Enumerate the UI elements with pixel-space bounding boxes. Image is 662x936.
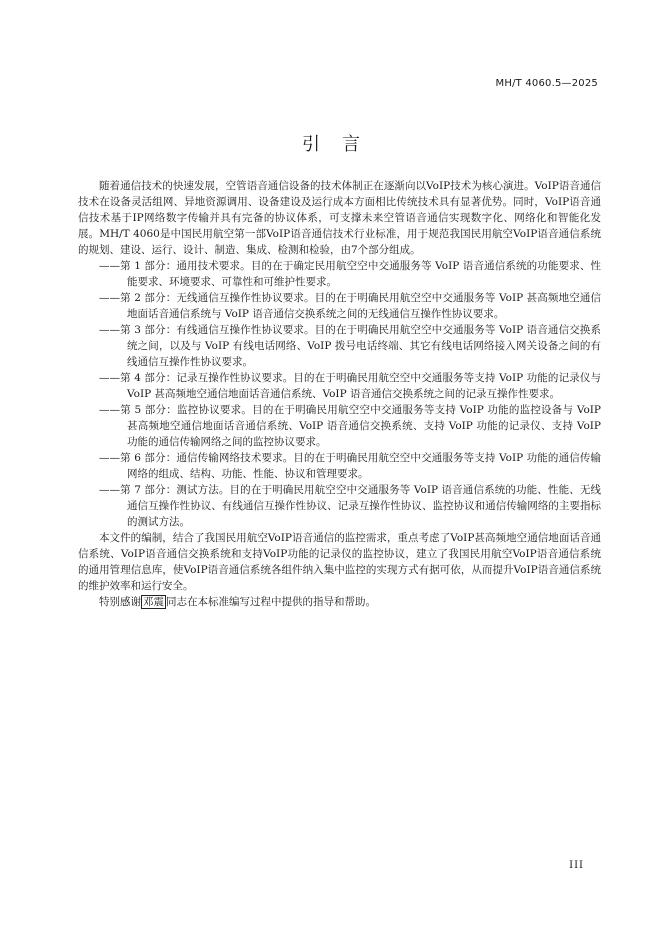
list-item-part-2: ——第 2 部分：无线通信互操作性协议要求。目的在于明确民用航空空中交通服务等 VoIP 甚高频地空通信地面话音通信系统与 VoIP 语音通信交换系统之间的无线通信互操作性协议要求。 [99,292,601,320]
compilation-paragraph: 本文件的编制，结合了我国民用航空VoIP语音通信的监控需求，重点考虑了VoIP甚高频地空通信地面话音通信系统、VoIP语音通信交换系统和支持VoIP功能的记录仪的监控协议，建立了我国民用航空VoIP语音通信系统的通用管理信息库，使VoIP语音通信系统各组件纳入集中监控的实现方式有据可依，从而提升VoIP语音通信系统的维护效率和运行安全。 [78,532,601,592]
list-item-part-3: ——第 3 部分：有线通信互操作性协议要求。目的在于明确民用航空空中交通服务等 VoIP 语音通信交换系统之间，以及与 VoIP 有线电话网络、VoIP 拨号电话终端、其它有线电话网络接入网关设备之间的有线通信互操作性协议要求。 [99,324,601,368]
acknowledgement-prefix: 特别感谢 [99,596,141,608]
list-item-part-6: ——第 6 部分：通信传输网络技术要求。目的在于明确民用航空空中交通服务等支持 VoIP 功能的通信传输网络的组成、结构、功能、性能、协议和管理要求。 [99,452,601,480]
standard-code: MH/T 4060.5—2025 [495,78,598,89]
list-item-part-7: ——第 7 部分：测试方法。目的在于明确民用航空空中交通服务等 VoIP 语音通信系统的功能、性能、无线通信互操作性协议、有线通信互操作性协议、记录互操作性协议、监控协议和通信传输网络的主要指标的测试方法。 [99,484,601,528]
acknowledged-name: 邓震 [143,596,164,608]
acknowledgement-suffix: 同志在本标准编写过程中提供的指导和帮助。 [166,596,376,608]
list-item-part-1: ——第 1 部分：通用技术要求。目的在于确定民用航空空中交通服务等 VoIP 语音通信系统的功能要求、性能要求、环境要求、可靠性和可维护性要求。 [99,260,601,288]
document-body [78,178,601,610]
list-item-part-5: ——第 5 部分：监控协议要求。目的在于明确民用航空空中交通服务等支持 VoIP 功能的监控设备与 VoIP 甚高频地空通信地面话音通信系统、VoIP 语音通信交换系统、支持 VoIP 功能的记录仪、支持 VoIP 功能的通信传输网络之间的监控协议要求。 [99,404,601,448]
intro-paragraph: 随着通信技术的快速发展，空管语音通信设备的技术体制正在逐渐向以VoIP技术为核心演进。VoIP语音通信技术在设备灵活组网、异地资源调用、设备建设及运行成本方面相比传统技术具有显著优势。同时，VoIP语音通信技术基于IP网络数字传输并具有完备的协议体系，可支撑未来空管语音通信实现数字化、网络化和智能化发展。MH/T 4060是中国民用航空第一部VoIP语音通信技术行业标准，用于规范我国民用航空VoIP语音通信系统的规划、建设、运行、设计、制造、集成、检测和检验，由7个部分组成。 [78,180,601,256]
list-item-part-4: ——第 4 部分：记录互操作性协议要求。目的在于明确民用航空空中交通服务等支持 VoIP 功能的记录仪与 VoIP 甚高频地空通信地面话音通信系统、VoIP 语音通信交换系统之间的记录互操作性要求。 [99,372,601,400]
page-title: 引言 [302,134,382,155]
page-number: III [569,860,584,871]
acknowledgement-paragraph [78,594,601,610]
